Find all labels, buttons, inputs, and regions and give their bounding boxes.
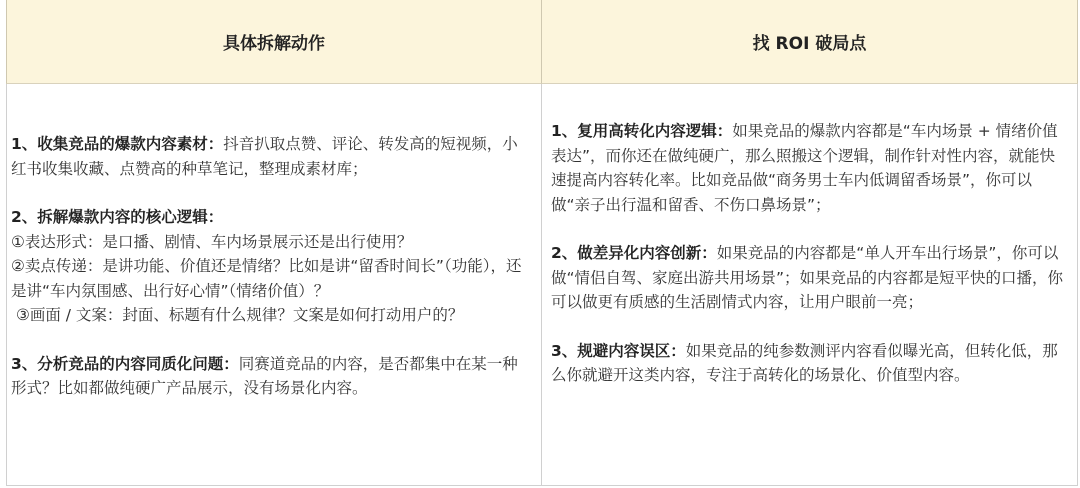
- left-p1-text: 抖音扒取点赞、评论、转发高的短视频，小红书收集收藏、点赞高的种草笔记，整理成素材库；: [11, 135, 518, 178]
- left-p1-title: 1、收集竞品的爆款内容素材：: [11, 135, 224, 153]
- left-p2-title: 2、拆解爆款内容的核心逻辑：: [11, 208, 224, 226]
- right-p1-text: 如果竞品的爆款内容都是“车内场景 + 情绪价值表达”，而你还在做纯硬广，那么照搬这个逻辑，制作针对性内容，就能快速提高内容转化率。比如竞品做“商务男士车内低调留香场景”，你可以做“亲子出行温和留香、不伤口鼻场景”；: [551, 122, 1058, 214]
- right-p3-text: 如果竞品的纯参数测评内容看似曝光高，但转化低，那么你就避开这类内容，专注于高转化的场景化、价值型内容。: [551, 341, 1058, 384]
- header-right-label: 找 ROI 破局点: [752, 34, 867, 54]
- right-p2-text: 如果竞品的内容都是“单人开车出行场景”，你可以做“情侣自驾、家庭出游共用场景”；如果竞品的内容都是短平快的口播，你可以做更有质感的生活剧情式内容，让用户眼前一亮；: [551, 244, 1064, 311]
- left-paragraph-2: [11, 205, 529, 328]
- header-left-label: 具体拆解动作: [223, 34, 325, 54]
- right-p2-title: 2、做差异化内容创新：: [551, 244, 717, 262]
- right-cell: [541, 84, 1078, 486]
- right-paragraph-1: [551, 119, 1065, 217]
- right-paragraph-3: [551, 339, 1065, 388]
- left-p2-item-3: ③画面 / 文案：封面、标题有什么规律？文案是如何打动用户的？: [11, 306, 464, 324]
- header-left: [6, 0, 541, 84]
- right-p3-title: 3、规避内容误区：: [551, 341, 686, 360]
- left-p3-text: 同赛道竞品的内容，是否都集中在某一种形式？比如都做纯硬广产品展示，没有场景化内容。: [11, 354, 518, 397]
- right-paragraph-2: [551, 241, 1065, 315]
- header-right: [541, 0, 1078, 84]
- left-p2-item-2: ②卖点传递：是讲功能、价值还是情绪？比如是讲“留香时间长”（功能），还是讲“车内氛围感、出行好心情”（情绪价值）？: [11, 257, 522, 300]
- left-p3-title: 3、分析竞品的内容同质化问题：: [11, 354, 239, 373]
- left-paragraph-1: [11, 132, 529, 181]
- left-cell: [6, 84, 541, 486]
- right-p1-title: 1、复用高转化内容逻辑：: [551, 122, 733, 140]
- comparison-table: [6, 0, 1078, 487]
- left-p2-item-1: ①表达形式：是口播、剧情、车内场景展示还是出行使用？: [11, 232, 413, 251]
- left-paragraph-3: [11, 352, 529, 401]
